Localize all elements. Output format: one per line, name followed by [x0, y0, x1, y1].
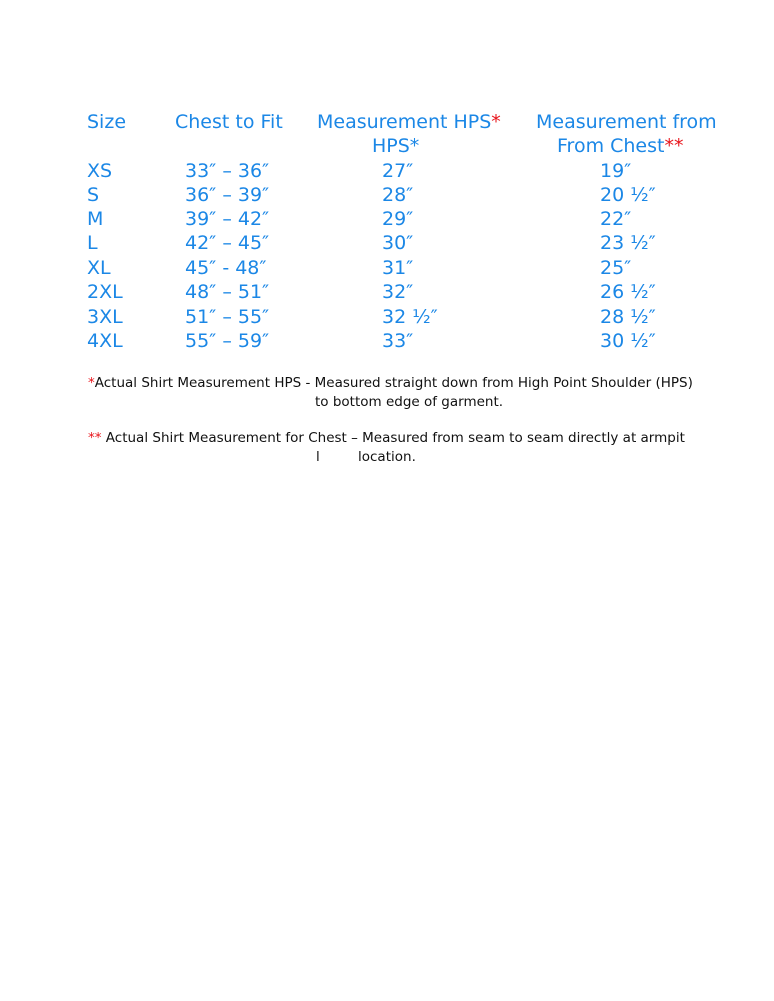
chest-cell: 45″ - 48″	[185, 257, 267, 279]
chest-cell: 55″ – 59″	[185, 330, 270, 352]
header-hps-asterisk: *	[491, 111, 501, 133]
size-cell: M	[87, 208, 104, 230]
footnote-hps-text: Actual Shirt Measurement HPS - Measured straight down from High Point Shoulder (HPS)	[94, 375, 693, 391]
footnote-hps-asterisk: *	[88, 375, 95, 391]
from-chest-cell: 22″	[600, 208, 632, 230]
hps-cell: 31″	[382, 257, 414, 279]
from-chest-cell: 19″	[600, 160, 632, 182]
header-chest-to-fit: Chest to Fit	[175, 111, 283, 133]
header-from-chest-asterisks: **	[664, 135, 684, 157]
chest-cell: 42″ – 45″	[185, 232, 270, 254]
header-hps-line2: HPS*	[372, 135, 420, 157]
size-cell: 2XL	[87, 281, 123, 303]
from-chest-cell: 30 ½″	[600, 330, 656, 352]
size-cell: 3XL	[87, 306, 123, 328]
size-cell: L	[87, 232, 98, 254]
from-chest-cell: 20 ½″	[600, 184, 656, 206]
header-measurement-hps-text: Measurement HPS	[317, 111, 492, 133]
footnote-hps-line1	[88, 374, 693, 393]
chest-cell: 48″ – 51″	[185, 281, 270, 303]
from-chest-cell: 26 ½″	[600, 281, 656, 303]
footnote-chest-line1	[88, 429, 685, 448]
footnote-chest-text: Actual Shirt Measurement for Chest – Measured from seam to seam directly at armpit	[101, 430, 685, 446]
header-from-chest	[557, 134, 683, 158]
footnote-chest-asterisks: **	[88, 430, 102, 446]
size-cell: XS	[87, 160, 113, 182]
from-chest-cell: 25″	[600, 257, 632, 279]
footnote-chest-line2-prefix: l	[316, 449, 320, 465]
chest-cell: 39″ – 42″	[185, 208, 270, 230]
header-from-chest-text: From Chest	[557, 135, 665, 157]
size-cell: S	[87, 184, 100, 206]
hps-cell: 32″	[382, 281, 414, 303]
hps-cell: 29″	[382, 208, 414, 230]
hps-cell: 30″	[382, 232, 414, 254]
footnote-chest-line2: location.	[358, 449, 416, 465]
hps-cell: 32 ½″	[382, 306, 438, 328]
size-cell: XL	[87, 257, 111, 279]
header-measurement-from: Measurement from	[536, 111, 717, 133]
hps-cell: 27″	[382, 160, 414, 182]
chest-cell: 51″ – 55″	[185, 306, 270, 328]
from-chest-cell: 28 ½″	[600, 306, 656, 328]
hps-cell: 33″	[382, 330, 414, 352]
chest-cell: 36″ – 39″	[185, 184, 270, 206]
from-chest-cell: 23 ½″	[600, 232, 656, 254]
footnote-hps-line2: to bottom edge of garment.	[315, 394, 504, 410]
header-size: Size	[87, 111, 127, 133]
header-measurement-hps	[317, 110, 501, 134]
size-cell: 4XL	[87, 330, 123, 352]
chest-cell: 33″ – 36″	[185, 160, 270, 182]
hps-cell: 28″	[382, 184, 414, 206]
